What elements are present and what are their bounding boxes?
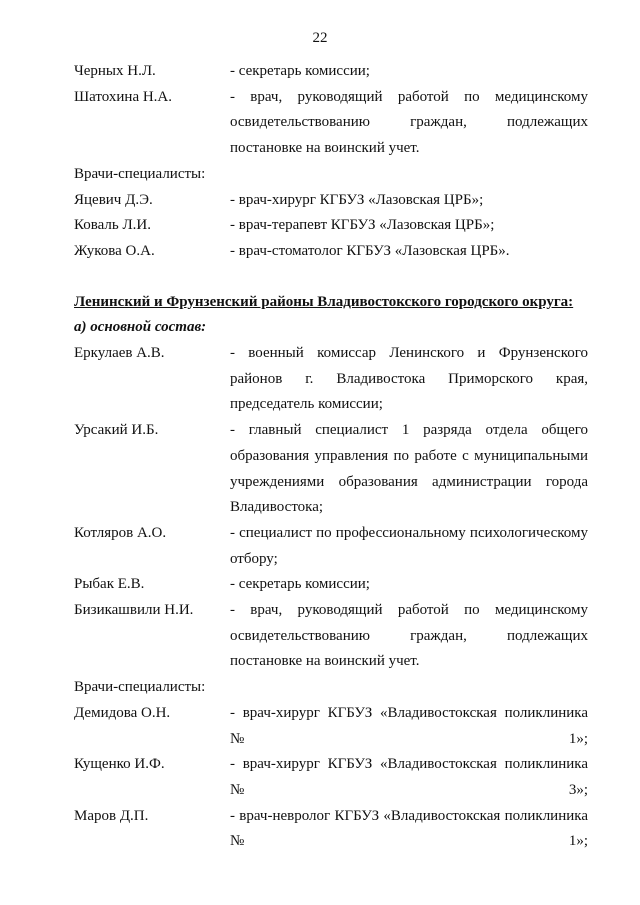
member-role: - врач-невролог КГБУЗ «Владивостокская поликлиника № 1»;: [230, 807, 588, 850]
member-name: Рыбак Е.В.: [74, 576, 145, 593]
specialists-label: Врачи-специалисты:: [74, 165, 206, 182]
specialists-label: Врачи-специалисты:: [74, 679, 206, 696]
section-subheading: а) основной состав:: [74, 319, 207, 336]
member-name: Демидова О.Н.: [74, 704, 171, 721]
member-row: [74, 213, 588, 239]
member-role: - секретарь комиссии;: [230, 63, 370, 79]
member-role: - врач, руководящий работой по медицинскому освидетельствованию граждан, подлежащих постановке на воинский учет.: [230, 88, 588, 157]
member-role: - секретарь комиссии;: [230, 576, 370, 593]
member-role: - главный специалист 1 разряда отдела общего образования управления по работе с муниципальными учреждениями образования администрации города Владивостока;: [230, 422, 588, 516]
document-body: [74, 59, 588, 855]
member-role: - военный комиссар Ленинского и Фрунзенского районов г. Владивостока Приморского края, председатель комиссии;: [230, 345, 588, 413]
member-name: Яцевич Д.Э.: [74, 191, 153, 208]
member-name: Коваль Л.И.: [74, 217, 152, 234]
member-name: Черных Н.Л.: [74, 63, 156, 79]
member-name: Жукова О.А.: [74, 242, 155, 259]
member-row: [74, 804, 588, 855]
member-name: Шатохина Н.А.: [74, 88, 173, 105]
member-row: [74, 85, 588, 162]
member-role: - врач-хирург КГБУЗ «Владивостокская поликлиника № 3»;: [230, 756, 588, 798]
member-row: [74, 598, 588, 675]
member-row: [74, 239, 588, 265]
member-role: - врач-хирург КГБУЗ «Лазовская ЦРБ»;: [230, 191, 484, 208]
page-number: 22: [312, 30, 328, 46]
section-spacer: [74, 265, 588, 290]
member-row: [74, 59, 588, 85]
member-row: [74, 752, 588, 803]
member-name: Котляров А.О.: [74, 524, 167, 541]
member-name: Бизикашвили Н.И.: [74, 602, 194, 619]
member-name: Маров Д.П.: [74, 807, 149, 824]
member-row: [74, 572, 588, 598]
member-role: - врач, руководящий работой по медицинскому освидетельствованию граждан, подлежащих постановке на воинский учет.: [230, 602, 588, 670]
member-row: [74, 418, 588, 521]
section-heading: Ленинский и Фрунзенский районы Владивостокского городского округа:: [74, 293, 574, 310]
member-name: Урсакий И.Б.: [74, 422, 159, 439]
member-row: [74, 341, 588, 418]
member-role: - специалист по профессиональному психологическому отбору;: [230, 524, 588, 567]
member-row: [74, 521, 588, 572]
member-role: - врач-хирург КГБУЗ «Владивостокская поликлиника № 1»;: [230, 704, 588, 747]
member-role: - врач-терапевт КГБУЗ «Лазовская ЦРБ»;: [230, 217, 495, 234]
member-row: [74, 701, 588, 752]
member-name: Еркулаев А.В.: [74, 345, 165, 362]
member-role: - врач-стоматолог КГБУЗ «Лазовская ЦРБ».: [230, 242, 510, 259]
member-row: [74, 188, 588, 214]
member-name: Кущенко И.Ф.: [74, 756, 165, 773]
